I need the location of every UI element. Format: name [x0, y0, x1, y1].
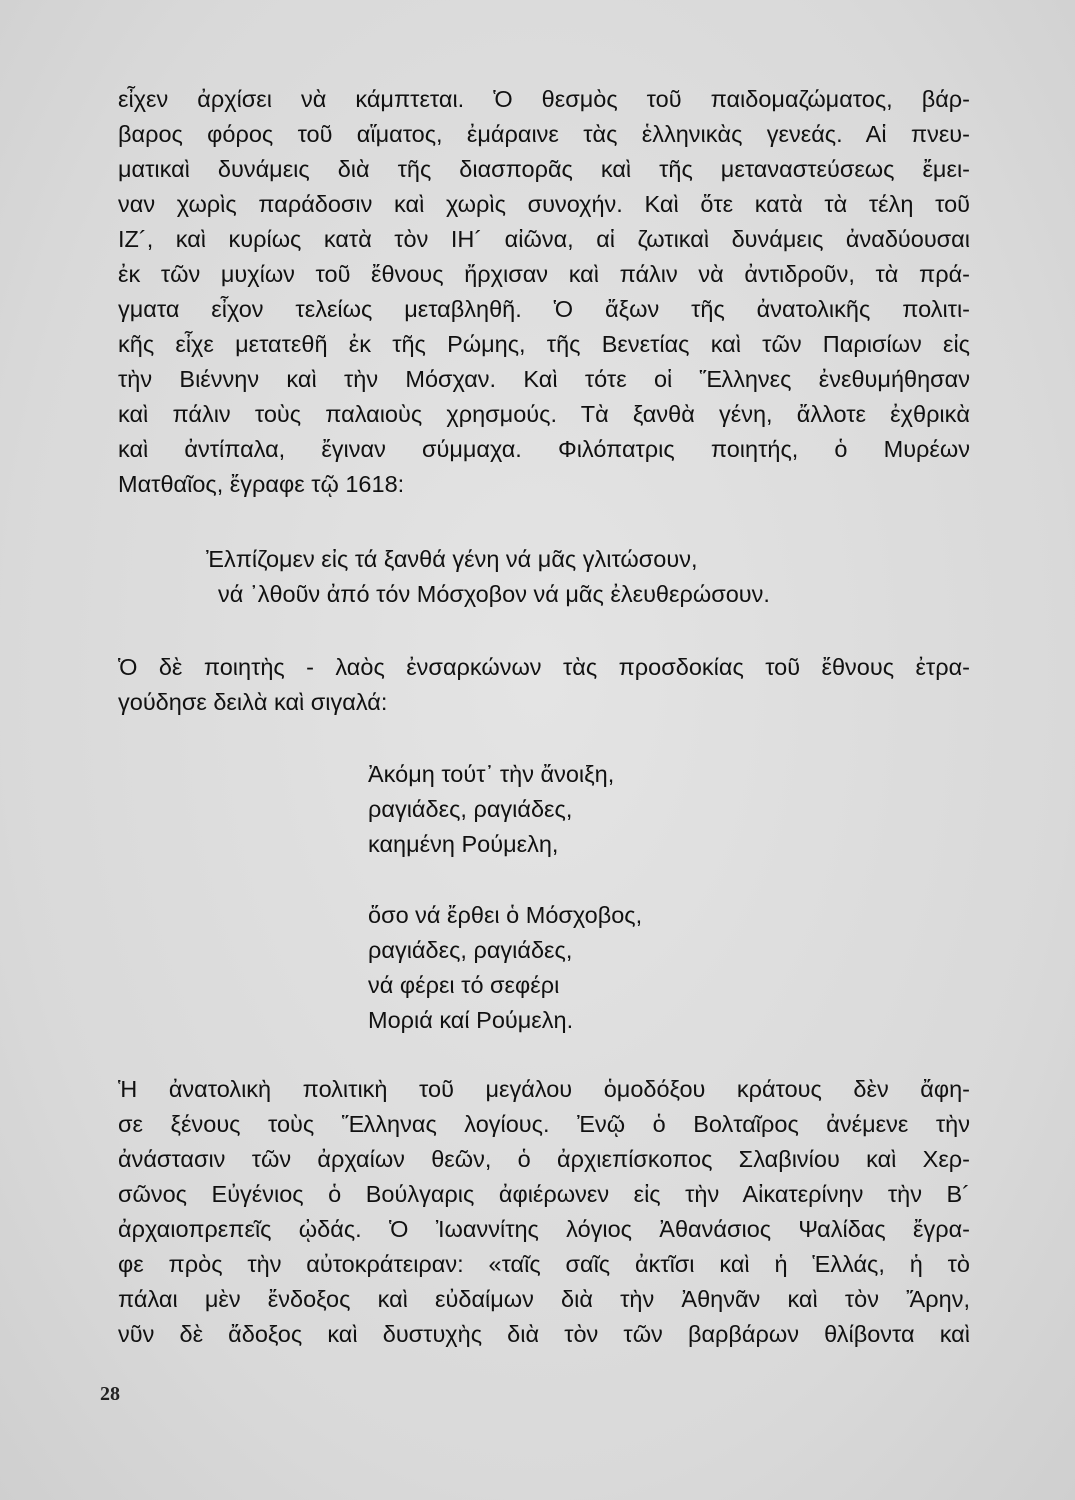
- text-line: γούδησε δειλὰ καὶ σιγαλά:: [118, 689, 388, 715]
- text-line: καὶ πάλιν τοὺς παλαιοὺς χρησμούς. Τὰ ξανθὰ γένη, ἄλλοτε ἐχθρικὰ: [118, 401, 970, 427]
- folk-song-stanza-1: [368, 757, 614, 862]
- verse-line: Μοριά καί Ρούμελη.: [368, 1007, 574, 1033]
- verse-quote-1: [206, 542, 770, 612]
- text-line: ματικαὶ δυνάμεις διὰ τῆς διασπορᾶς καὶ τῆς μεταναστεύσεως ἔμει-: [118, 156, 970, 182]
- verse-line: ὅσο νά ἔρθει ὁ Μόσχοβος,: [368, 902, 643, 928]
- text-line: σῶνος Εὐγένιος ὁ Βούλγαρις ἀφιέρωνεν εἰς τὴν Αἰκατερίνην τὴν Β´: [118, 1181, 970, 1207]
- verse-line: ραγιάδες, ραγιάδες,: [368, 796, 573, 822]
- text-line: εἶχεν ἀρχίσει νὰ κάμπτεται. Ὁ θεσμὸς τοῦ παιδομαζώματος, βάρ-: [118, 86, 970, 112]
- verse-line: καημένη Ρούμελη,: [368, 831, 559, 857]
- text-line: ναν χωρὶς παράδοσιν καὶ χωρὶς συνοχήν. Καὶ ὅτε κατὰ τὰ τέλη τοῦ: [118, 191, 970, 217]
- verse-line: Ἐλπίζομεν εἰς τά ξανθά γένη νά μᾶς γλιτώσουν,: [206, 546, 698, 572]
- text-line: καὶ ἀντίπαλα, ἔγιναν σύμμαχα. Φιλόπατρις ποιητής, ὁ Μυρέων: [118, 436, 970, 462]
- text-line: ΙΖ´, καὶ κυρίως κατὰ τὸν ΙΗ´ αἰῶνα, αἱ ζωτικαὶ δυνάμεις ἀναδύουσαι: [118, 226, 970, 252]
- text-line: σε ξένους τοὺς Ἕλληνας λογίους. Ἐνῷ ὁ Βολταῖρος ἀνέμενε τὴν: [118, 1111, 970, 1137]
- text-line: πάλαι μὲν ἔνδοξος καὶ εὐδαίμων διὰ τὴν Ἀθηνᾶν καὶ τὸν Ἄρην,: [118, 1286, 970, 1312]
- text-line: ἀρχαιοπρεπεῖς ᾠδάς. Ὁ Ἰωαννίτης λόγιος Ἀθανάσιος Ψαλίδας ἔγρα-: [118, 1216, 970, 1242]
- text-line: τὴν Βιέννην καὶ τὴν Μόσχαν. Καὶ τότε οἱ Ἕλληνες ἐνεθυμήθησαν: [118, 366, 970, 392]
- text-line: νῦν δὲ ἄδοξος καὶ δυστυχὴς διὰ τὸν τῶν βαρβάρων θλίβοντα καὶ: [118, 1321, 970, 1347]
- text-line: βαρος φόρος τοῦ αἵματος, ἐμάραινε τὰς ἑλληνικὰς γενεάς. Αἱ πνευ-: [118, 121, 970, 147]
- text-line: κῆς εἶχε μετατεθῆ ἐκ τῆς Ρώμης, τῆς Βενετίας καὶ τῶν Παρισίων εἰς: [118, 331, 970, 357]
- text-line: Ὁ δὲ ποιητὴς - λαὸς ἐνσαρκώνων τὰς προσδοκίας τοῦ ἔθνους ἐτρα-: [118, 654, 970, 680]
- verse-line: ραγιάδες, ραγιάδες,: [368, 937, 573, 963]
- text-line: γματα εἶχον τελείως μεταβληθῆ. Ὁ ἄξων τῆς ἀνατολικῆς πολιτι-: [118, 296, 970, 322]
- text-line: ἀνάστασιν τῶν ἀρχαίων θεῶν, ὁ ἀρχιεπίσκοπος Σλαβινίου καὶ Χερ-: [118, 1146, 970, 1172]
- verse-line: Ἀκόμη τούτ᾿ τὴν ἄνοιξη,: [368, 761, 615, 787]
- paragraph-3: [118, 1072, 970, 1352]
- page-number: 28: [100, 1383, 120, 1405]
- text-line: ἐκ τῶν μυχίων τοῦ ἔθνους ἤρχισαν καὶ πάλιν νὰ ἀντιδροῦν, τὰ πρά-: [118, 261, 970, 287]
- verse-line: νά φέρει τό σεφέρι: [368, 972, 560, 998]
- folk-song-stanza-2: [368, 898, 642, 1038]
- paragraph-2: [118, 650, 970, 720]
- text-line: Ματθαῖος, ἔγραφε τῷ 1618:: [118, 471, 405, 497]
- text-line: Ἡ ἀνατολικὴ πολιτικὴ τοῦ μεγάλου ὁμοδόξου κράτους δὲν ἄφη-: [118, 1076, 970, 1102]
- verse-line: νά ᾿λθοῦν ἀπό τόν Μόσχοβον νά μᾶς ἐλευθερώσουν.: [218, 581, 770, 607]
- paragraph-1: [118, 82, 970, 502]
- text-line: φε πρὸς τὴν αὐτοκράτειραν: «ταῖς σαῖς ἀκτῖσι καὶ ἡ Ἑλλάς, ἡ τὸ: [118, 1251, 970, 1277]
